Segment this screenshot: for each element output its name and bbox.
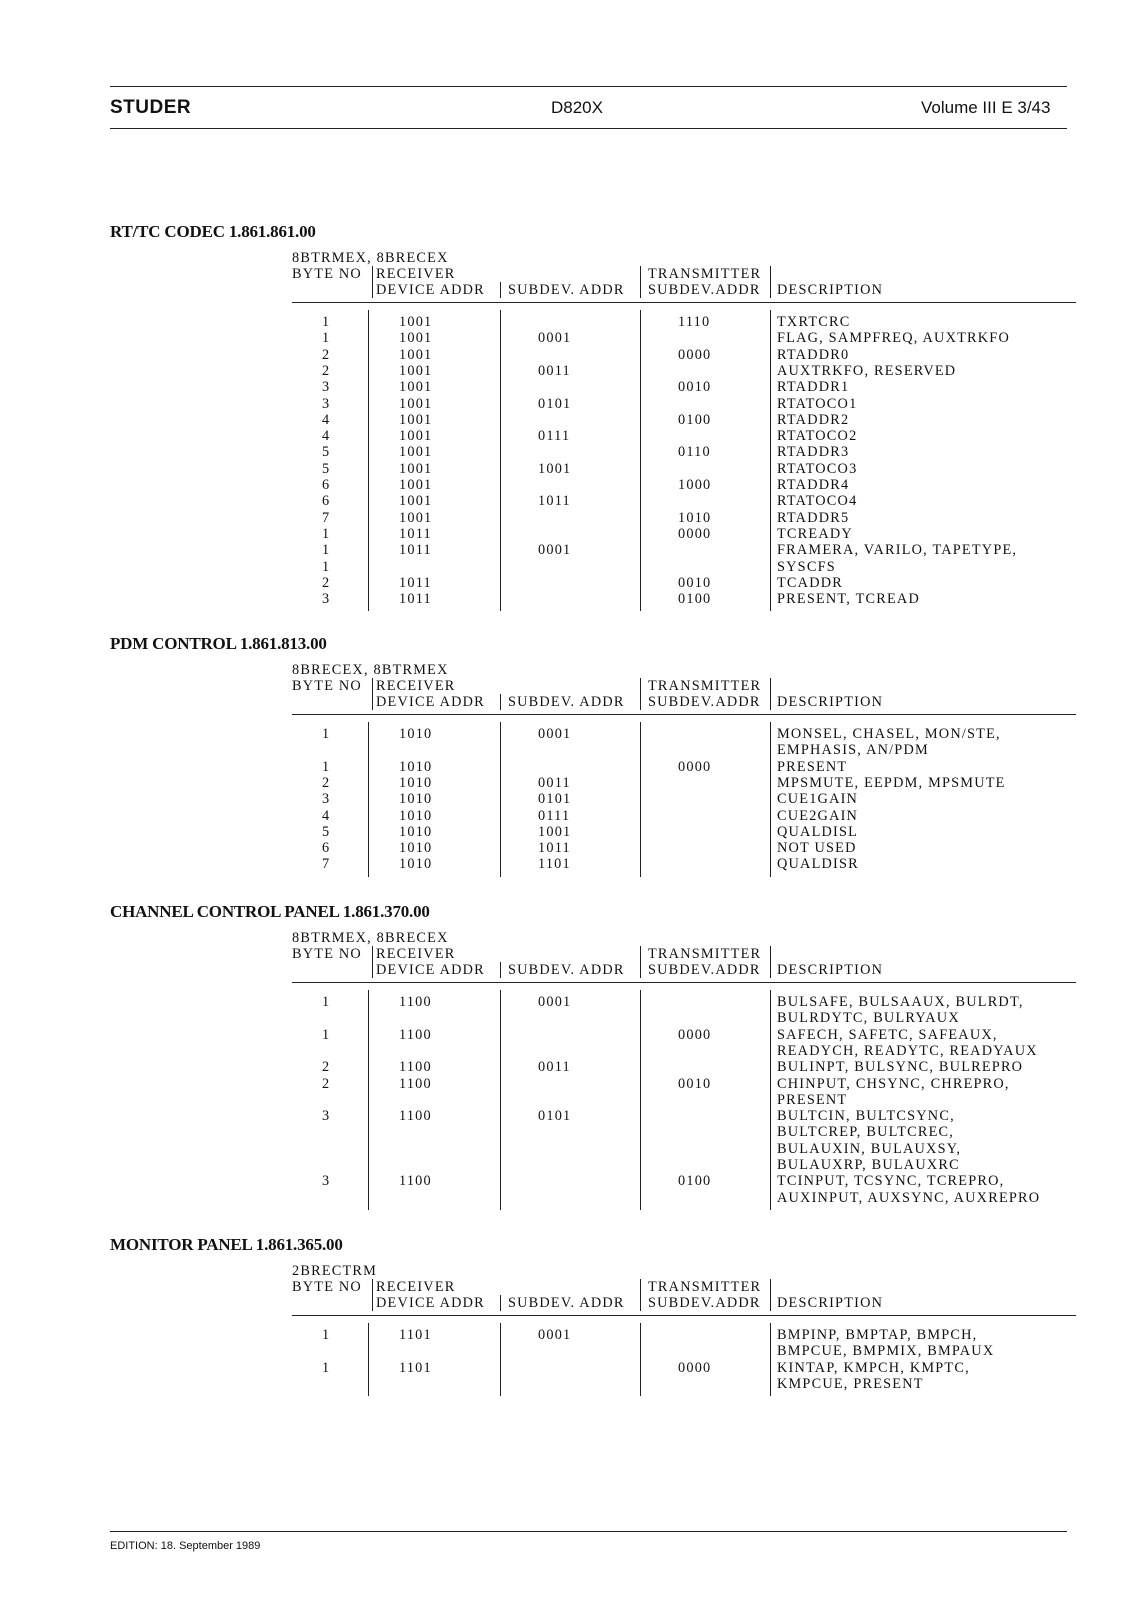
description-text: BULTCREP, BULTCREC, [777, 1124, 955, 1141]
subdevice-address: 0001 [538, 726, 572, 742]
description-text: RTATOCO3 [777, 460, 858, 477]
byte-number: 1 [322, 726, 331, 742]
section-title: MONITOR PANEL 1.861.365.00 [110, 1235, 343, 1254]
byte-number: 4 [322, 411, 331, 428]
description-text: BULAUXRP, BULAUXRC [777, 1156, 960, 1173]
byte-number: 3 [322, 791, 331, 808]
device-address: 1001 [399, 362, 433, 379]
description-text: KMPCUE, PRESENT [777, 1375, 924, 1392]
subdevice-address: 1011 [538, 840, 571, 857]
subdevice-address: 0101 [538, 791, 572, 808]
byte-no-header: BYTE NO [292, 678, 362, 694]
byte-no-header: BYTE NO [292, 946, 362, 962]
byte-number: 6 [322, 477, 331, 493]
header-column-divider [500, 694, 501, 710]
receiver-header: RECEIVER [376, 266, 456, 282]
description-text: TCREADY [777, 525, 853, 542]
description-text: CUE2GAIN [777, 807, 859, 824]
brand-logo: STUDER [110, 97, 192, 118]
subdevice-address: 0101 [538, 1108, 572, 1125]
device-address: 1010 [399, 823, 433, 840]
subdevice-address: 0011 [538, 774, 571, 791]
byte-no-header: BYTE NO [292, 1279, 362, 1295]
description-text: BMPINP, BMPTAP, BMPCH, [777, 1327, 978, 1343]
subdevice-address: 0011 [538, 362, 571, 379]
header-rule [292, 302, 1076, 303]
column-divider [770, 1323, 771, 1396]
device-address: 1001 [399, 379, 433, 396]
header-column-divider [372, 678, 373, 710]
header-column-divider [640, 266, 641, 298]
byte-number: 2 [322, 1059, 331, 1076]
table-row [292, 493, 1076, 509]
column-divider [500, 722, 501, 877]
subdevice-address: 0101 [538, 395, 572, 412]
device-address: 1010 [399, 856, 433, 873]
device-addr-header: DEVICE ADDR [376, 962, 485, 978]
device-address: 1010 [399, 791, 433, 808]
subdevice-address: 0001 [538, 330, 572, 347]
device-address: 1101 [399, 1327, 432, 1343]
header-rule [292, 1315, 1076, 1316]
column-divider [640, 990, 641, 1210]
device-address: 1010 [399, 774, 433, 791]
device-address: 1100 [399, 994, 432, 1010]
description-text: CUE1GAIN [777, 791, 859, 808]
description-text: RTADDR5 [777, 509, 850, 526]
byte-number: 1 [322, 758, 331, 775]
transmitter-header: TRANSMITTER [648, 266, 762, 282]
device-address: 1001 [399, 411, 433, 428]
table-row [292, 759, 1076, 775]
byte-no-header: BYTE NO [292, 266, 362, 282]
transmitter-subdevice-address: 0000 [678, 525, 712, 542]
description-text: RTADDR1 [777, 379, 850, 396]
device-address: 1001 [399, 460, 433, 477]
description-text: BMPCUE, BMPMIX, BMPAUX [777, 1343, 995, 1360]
transmitter-subdevice-address: 0010 [678, 574, 712, 591]
device-address: 1001 [399, 330, 433, 347]
header-column-divider [640, 946, 641, 978]
table-row [292, 461, 1076, 477]
device-address: 1100 [399, 1059, 432, 1076]
column-divider [368, 722, 369, 877]
device-address: 1001 [399, 346, 433, 363]
device-address: 1001 [399, 493, 433, 510]
receiver-header: RECEIVER [376, 1279, 456, 1295]
volume-page-number: Volume III E 3/43 [921, 98, 1051, 117]
device-address: 1011 [399, 542, 432, 559]
table-row [292, 510, 1076, 526]
header-column-divider [640, 678, 641, 710]
byte-number: 7 [322, 509, 331, 526]
byte-number: 6 [322, 493, 331, 510]
description-text: QUALDISR [777, 856, 859, 873]
transmitter-subdevice-address: 1000 [678, 477, 712, 493]
header-rule [292, 714, 1076, 715]
byte-number: 1 [322, 994, 331, 1010]
column-divider [368, 310, 369, 611]
byte-number: 2 [322, 346, 331, 363]
subdevice-address: 1011 [538, 493, 571, 510]
byte-number: 4 [322, 428, 331, 445]
transmitter-subdevice-address: 0100 [678, 591, 712, 608]
table-row [292, 840, 1076, 856]
device-address: 1100 [399, 1075, 432, 1092]
column-divider [368, 1323, 369, 1396]
header-column-divider [640, 1279, 641, 1311]
byte-number: 1 [322, 1327, 331, 1343]
header-column-divider [372, 1279, 373, 1311]
byte-number: 1 [322, 542, 331, 559]
device-address: 1001 [399, 428, 433, 445]
subdev-addr-header: SUBDEV. ADDR [508, 962, 625, 978]
device-addr-header: DEVICE ADDR [376, 694, 485, 710]
table-row [292, 477, 1076, 493]
description-text: MPSMUTE, EEPDM, MPSMUTE [777, 774, 1006, 791]
description-text: PRESENT [777, 1091, 848, 1108]
section-title: RT/TC CODEC 1.861.861.00 [110, 222, 316, 241]
subdevice-address: 1001 [538, 460, 572, 477]
transmitter-subdevice-address: 0000 [678, 1359, 712, 1376]
description-text: FRAMERA, VARILO, TAPETYPE, [777, 542, 1018, 559]
table-row [292, 824, 1076, 840]
byte-number: 1 [322, 558, 331, 575]
byte-number: 1 [322, 1359, 331, 1376]
device-address: 1010 [399, 726, 433, 742]
subdev-addr-header: SUBDEV. ADDR [508, 694, 625, 710]
description-text: RTADDR0 [777, 346, 850, 363]
transmitter-subdevice-address: 0010 [678, 379, 712, 396]
header-column-divider [770, 946, 771, 978]
description-text: SAFECH, SAFETC, SAFEAUX, [777, 1026, 998, 1043]
description-text: QUALDISL [777, 823, 859, 840]
device-addr-header: DEVICE ADDR [376, 282, 485, 298]
subdevice-address: 0001 [538, 1327, 572, 1343]
table-row [292, 1173, 1076, 1206]
byte-number: 3 [322, 1108, 331, 1125]
table-row [292, 526, 1076, 542]
header-column-divider [372, 266, 373, 298]
byte-number: 1 [322, 314, 331, 330]
byte-number: 4 [322, 807, 331, 824]
description-text: BULAUXIN, BULAUXSY, [777, 1140, 962, 1157]
tx-subdev-addr-header: SUBDEV.ADDR [648, 1295, 761, 1311]
description-text: RTATOCO2 [777, 428, 858, 445]
byte-number: 1 [322, 1026, 331, 1043]
header-top-rule [110, 86, 1067, 87]
transmitter-subdevice-address: 0110 [678, 444, 711, 461]
description-text: BULSAFE, BULSAAUX, BULRDT, [777, 994, 1024, 1010]
byte-number: 3 [322, 591, 331, 608]
description-text: TCINPUT, TCSYNC, TCREPRO, [777, 1173, 1005, 1190]
device-address: 1011 [399, 525, 432, 542]
table-row [292, 994, 1076, 1027]
description-text: PRESENT [777, 758, 848, 775]
table-row [292, 396, 1076, 412]
model-name: D820X [551, 98, 603, 117]
transmitter-subdevice-address: 1010 [678, 509, 712, 526]
column-divider [770, 990, 771, 1210]
description-text: RTATOCO4 [777, 493, 858, 510]
transmitter-header: TRANSMITTER [648, 946, 762, 962]
subdevice-address: 1001 [538, 823, 572, 840]
header-column-divider [500, 282, 501, 298]
header-bottom-rule [110, 128, 1067, 129]
device-address: 1100 [399, 1026, 432, 1043]
header-column-divider [372, 946, 373, 978]
description-text: AUXTRKFO, RESERVED [777, 362, 957, 379]
byte-number: 5 [322, 460, 331, 477]
description-text: CHINPUT, CHSYNC, CHREPRO, [777, 1075, 1010, 1092]
subdev-addr-header: SUBDEV. ADDR [508, 1295, 625, 1311]
table-row [292, 726, 1076, 759]
byte-number: 2 [322, 574, 331, 591]
subdevice-address: 0111 [538, 807, 571, 824]
code-line: 2BRECTRM [292, 1263, 378, 1279]
table-row [292, 363, 1076, 379]
transmitter-header: TRANSMITTER [648, 678, 762, 694]
device-address: 1010 [399, 840, 433, 857]
table-row [292, 1076, 1076, 1109]
table-row [292, 1027, 1076, 1060]
column-divider [770, 722, 771, 877]
table-row [292, 1059, 1076, 1075]
receiver-header: RECEIVER [376, 678, 456, 694]
transmitter-subdevice-address: 0000 [678, 1026, 712, 1043]
subdevice-address: 0011 [538, 1059, 571, 1076]
subdevice-address: 1101 [538, 856, 571, 873]
transmitter-subdevice-address: 0100 [678, 1173, 712, 1190]
byte-number: 3 [322, 395, 331, 412]
transmitter-subdevice-address: 1110 [678, 314, 711, 330]
description-header: DESCRIPTION [777, 1295, 884, 1311]
description-text: RTADDR2 [777, 411, 850, 428]
transmitter-subdevice-address: 0000 [678, 758, 712, 775]
device-address: 1010 [399, 807, 433, 824]
byte-number: 7 [322, 856, 331, 873]
byte-number: 3 [322, 379, 331, 396]
byte-number: 2 [322, 1075, 331, 1092]
description-text: FLAG, SAMPFREQ, AUXTRKFO [777, 330, 1010, 347]
transmitter-subdevice-address: 0100 [678, 411, 712, 428]
byte-number: 5 [322, 444, 331, 461]
description-text: AUXINPUT, AUXSYNC, AUXREPRO [777, 1189, 1041, 1206]
description-text: TCADDR [777, 574, 843, 591]
description-text: MONSEL, CHASEL, MON/STE, [777, 726, 1001, 742]
code-line: 8BTRMEX, 8BRECEX [292, 250, 449, 266]
device-address: 1100 [399, 1108, 432, 1125]
column-divider [640, 1323, 641, 1396]
table-row [292, 542, 1076, 558]
subdev-addr-header: SUBDEV. ADDR [508, 282, 625, 298]
description-text: READYCH, READYTC, READYAUX [777, 1042, 1038, 1059]
byte-number: 1 [322, 525, 331, 542]
table-row [292, 559, 1076, 575]
column-divider [368, 990, 369, 1210]
description-text: TXRTCRC [777, 314, 851, 330]
device-address: 1101 [399, 1359, 432, 1376]
description-header: DESCRIPTION [777, 694, 884, 710]
header-rule [292, 982, 1076, 983]
byte-number: 6 [322, 840, 331, 857]
transmitter-subdevice-address: 0010 [678, 1075, 712, 1092]
byte-number: 3 [322, 1173, 331, 1190]
subdevice-address: 0111 [538, 428, 571, 445]
device-address: 1001 [399, 509, 433, 526]
header-column-divider [770, 1279, 771, 1311]
byte-number: 1 [322, 330, 331, 347]
table-row [292, 856, 1076, 872]
device-addr-header: DEVICE ADDR [376, 1295, 485, 1311]
edition-note: EDITION: 18. September 1989 [110, 1540, 261, 1552]
subdevice-address: 0001 [538, 542, 572, 559]
description-text: BULINPT, BULSYNC, BULREPRO [777, 1059, 1024, 1076]
header-column-divider [500, 962, 501, 978]
description-text: RTADDR4 [777, 477, 850, 493]
byte-number: 2 [322, 362, 331, 379]
description-text: RTATOCO1 [777, 395, 858, 412]
device-address: 1001 [399, 395, 433, 412]
section-title: PDM CONTROL 1.861.813.00 [110, 634, 327, 653]
table-row [292, 1108, 1076, 1173]
subdevice-address: 0001 [538, 994, 572, 1010]
device-address: 1100 [399, 1173, 432, 1190]
code-line: 8BTRMEX, 8BRECEX [292, 930, 449, 946]
table-row [292, 1327, 1076, 1360]
table-row [292, 808, 1076, 824]
table-row [292, 775, 1076, 791]
tx-subdev-addr-header: SUBDEV.ADDR [648, 282, 761, 298]
byte-number: 2 [322, 774, 331, 791]
table-row [292, 591, 1076, 607]
device-address: 1001 [399, 477, 433, 493]
table-row [292, 330, 1076, 346]
table-row [292, 575, 1076, 591]
receiver-header: RECEIVER [376, 946, 456, 962]
transmitter-header: TRANSMITTER [648, 1279, 762, 1295]
table-row [292, 1360, 1076, 1393]
code-line: 8BRECEX, 8BTRMEX [292, 662, 449, 678]
description-text: NOT USED [777, 840, 857, 857]
description-header: DESCRIPTION [777, 962, 884, 978]
header-column-divider [770, 678, 771, 710]
header-column-divider [500, 1295, 501, 1311]
column-divider [500, 310, 501, 611]
device-address: 1010 [399, 758, 433, 775]
column-divider [640, 310, 641, 611]
device-address: 1011 [399, 591, 432, 608]
description-header: DESCRIPTION [777, 282, 884, 298]
table-row [292, 379, 1076, 395]
table-row [292, 444, 1076, 460]
column-divider [500, 1323, 501, 1396]
transmitter-subdevice-address: 0000 [678, 346, 712, 363]
description-text: EMPHASIS, AN/PDM [777, 742, 929, 759]
header-column-divider [770, 266, 771, 298]
description-text: BULTCIN, BULTCSYNC, [777, 1108, 955, 1125]
description-text: SYSCFS [777, 558, 836, 575]
table-row [292, 428, 1076, 444]
table-row [292, 791, 1076, 807]
table-row [292, 347, 1076, 363]
description-text: BULRDYTC, BULRYAUX [777, 1010, 960, 1027]
tx-subdev-addr-header: SUBDEV.ADDR [648, 694, 761, 710]
table-row [292, 314, 1076, 330]
section-title: CHANNEL CONTROL PANEL 1.861.370.00 [110, 902, 430, 921]
description-text: RTADDR3 [777, 444, 850, 461]
device-address: 1001 [399, 314, 433, 330]
column-divider [770, 310, 771, 611]
device-address: 1001 [399, 444, 433, 461]
column-divider [640, 722, 641, 877]
column-divider [500, 990, 501, 1210]
footer-rule [110, 1531, 1067, 1532]
tx-subdev-addr-header: SUBDEV.ADDR [648, 962, 761, 978]
table-row [292, 412, 1076, 428]
byte-number: 5 [322, 823, 331, 840]
device-address: 1011 [399, 574, 432, 591]
description-text: KINTAP, KMPCH, KMPTC, [777, 1359, 970, 1376]
description-text: PRESENT, TCREAD [777, 591, 920, 608]
